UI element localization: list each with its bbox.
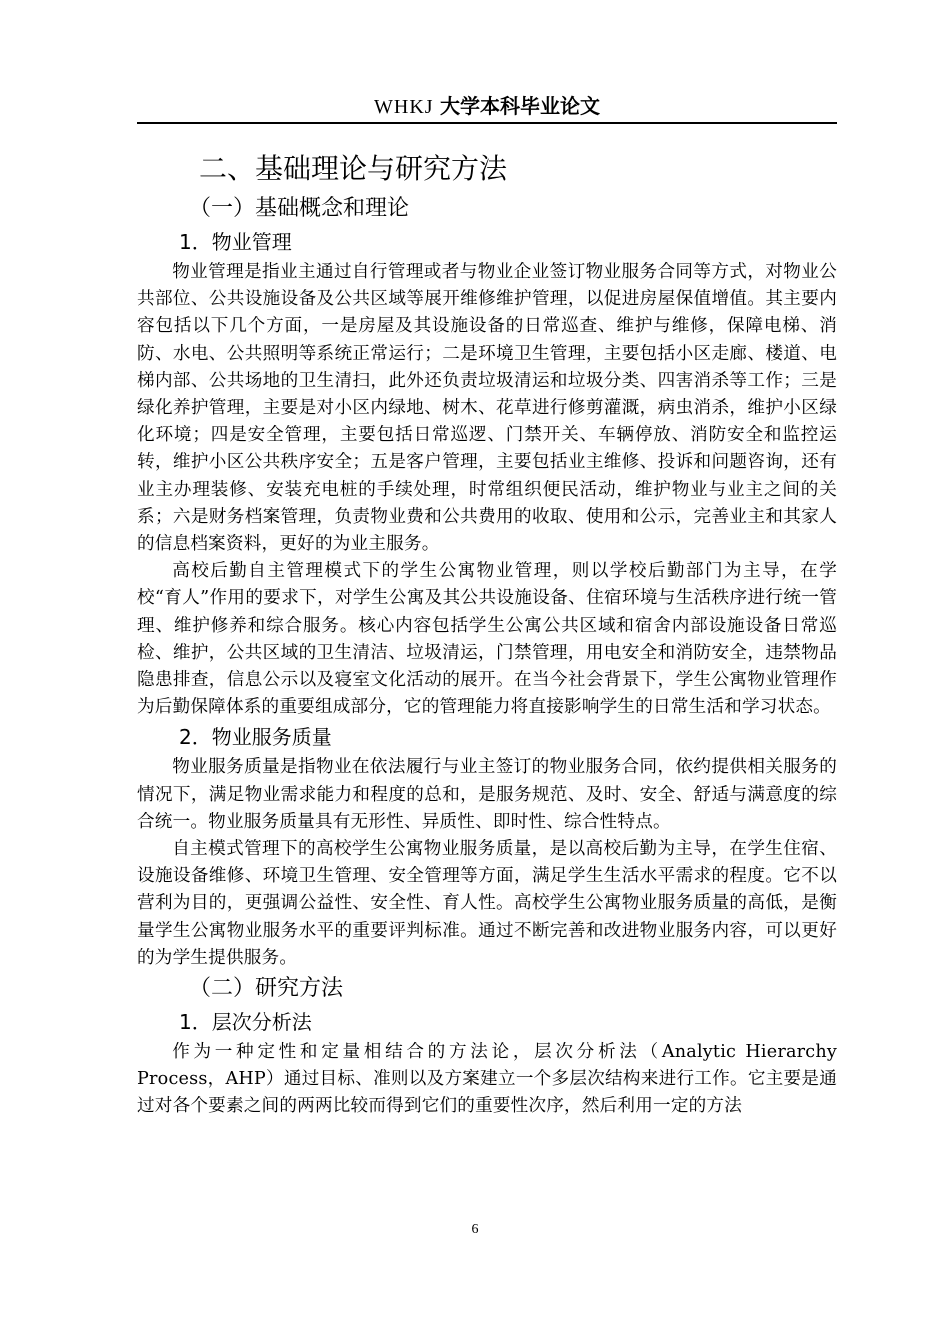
page-number: 6 xyxy=(471,1222,479,1237)
running-header xyxy=(137,92,837,121)
subsection-heading-property-management: 1．物业管理 xyxy=(179,230,292,254)
section-heading-methods: （二）研究方法 xyxy=(189,976,344,1002)
header-title: 大学本科毕业论文 xyxy=(439,94,600,118)
section-heading-concepts: （一）基础概念和理论 xyxy=(189,196,410,221)
paragraph: 物业服务质量是指物业在依法履行与业主签订的物业服务合同，依约提供相关服务的情况下，满足物业需求能力和程度的总和，是服务规范、及时、安全、舒适与满意度的综合统一。物业服务质量具有无形性、异质性、即时性、综合性特点。 xyxy=(137,757,837,832)
paragraph: 高校后勤自主管理模式下的学生公寓物业管理，则以学校后勤部门为主导，在学校“育人”作用的要求下，对学生公寓及其公共设施设备、住宿环境与生活秩序进行统一管理、维护修养和综合服务。核心内容包括学生公寓公共区域和宿舍内部设施设备日常巡检、维护，公共区域的卫生清洁、垃圾清运，门禁管理，用电安全和消防安全，违禁物品隐患排查，信息公示以及寝室文化活动的展开。在当今社会背景下，学生公寓物业管理作为后勤保障体系的重要组成部分，它的管理能力将直接影响学生的日常生活和学习状态。 xyxy=(137,561,837,718)
header-latin: WHKJ xyxy=(374,96,434,118)
paragraph: 自主模式管理下的高校学生公寓物业服务质量，是以高校后勤为主导，在学生住宿、设施设备维修、环境卫生管理、安全管理等方面，满足学生生活水平需求的程度。它不以营利为目的，更强调公益性、安全性、育人性。高校学生公寓物业服务质量的高低，是衡量学生公寓物业服务水平的重要评判标准。通过不断完善和改进物业服务内容，可以更好的为学生提供服务。 xyxy=(137,839,837,968)
paragraph: 物业管理是指业主通过自行管理或者与物业企业签订物业服务合同等方式，对物业公共部位、公共设施设备及公共区域等展开维修维护管理，以促进房屋保值增值。其主要内容包括以下几个方面，一是房屋及其设施设备的日常巡查、维护与维修，保障电梯、消防、水电、公共照明等系统正常运行；二是环境卫生管理，主要包括小区走廊、楼道、电梯内部、公共场地的卫生清扫，此外还负责垃圾清运和垃圾分类、四害消杀等工作；三是绿化养护管理，主要是对小区内绿地、树木、花草进行修剪灌溉，病虫消杀，维护小区绿化环境；四是安全管理，主要包括日常巡逻、门禁开关、车辆停放、消防安全和监控运转，维护小区公共秩序安全；五是客户管理，主要包括业主维修、投诉和问题咨询，还有业主办理装修、安装充电桩的手续处理，时常组织便民活动，维护物业与业主之间的关系；六是财务档案管理，负责物业费和公共费用的收取、使用和公示，完善业主和其家人的信息档案资料，更好的为业主服务。 xyxy=(137,262,837,555)
body-content xyxy=(137,148,837,1121)
header-rule xyxy=(137,122,837,124)
chapter-heading: 二、基础理论与研究方法 xyxy=(199,152,508,185)
subsection-heading-ahp: 1．层次分析法 xyxy=(179,1010,312,1035)
subsection-heading-service-quality: 2．物业服务质量 xyxy=(179,725,332,750)
paragraph: 作为一种定性和定量相结合的方法论，层次分析法（Analytic Hierarchy Process，AHP）通过目标、准则以及方案建立一个多层次结构来进行工作。它主要是通过对各个要素之间的两两比较而得到它们的重要性次序，然后利用一定的方法 xyxy=(137,1042,837,1117)
